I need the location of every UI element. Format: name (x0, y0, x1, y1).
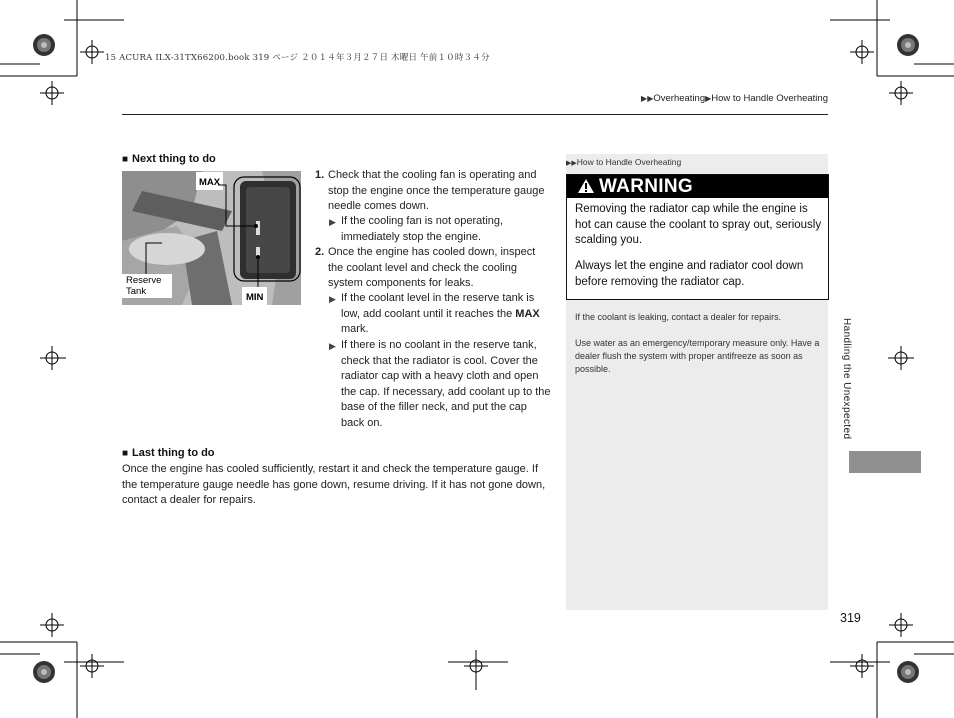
next-thing-heading: ■ Next thing to do (122, 153, 216, 165)
chapter-side-tab-label: Handling the Unexpected (841, 318, 852, 440)
warning-title: WARNING (599, 176, 693, 197)
breadcrumb-arrows: ▶▶ (641, 94, 654, 103)
label-max: MAX (199, 177, 221, 188)
step-2-sub-2: ▶ If there is no coolant in the reserve tank, check that the radiator is cool. Cover the radiator cap with a heavy cloth and open the cap. If necessary, add coolant up to the base of the filler neck, and put the cap back on. (329, 339, 551, 429)
warning-paragraph-1: Removing the radiator cap while the engine is hot can cause the coolant to spray out, seriously scalding you. (575, 203, 822, 247)
page-number: 319 (840, 611, 861, 625)
last-thing-text: Once the engine has cooled sufficiently, restart it and check the temperature gauge. If the temperature gauge needle has gone down, resume driving. If it has not gone down, contact a dealer for repairs. (122, 463, 546, 507)
bullet-arrow-icon: ▶ (329, 217, 336, 227)
warning-header (567, 175, 828, 198)
step-1: 1. Check that the cooling fan is operating and stop the engine once the temperature gauge needle comes down. (315, 169, 545, 213)
chapter-tab-block (849, 451, 921, 473)
bullet-arrow-icon: ▶ (329, 294, 336, 304)
max-mark: MAX (515, 307, 540, 320)
breadcrumb-separator: ▶ (705, 94, 712, 103)
label-reserve: Reserve (126, 275, 162, 286)
label-tank: Tank (126, 286, 147, 297)
callout-lines (122, 171, 301, 305)
sidebar-note-water: Use water as an emergency/temporary measure only. Have a dealer flush the system with proper antifreeze as soon as possible. (575, 338, 820, 374)
label-min: MIN (246, 292, 264, 303)
step-2: 2. Once the engine has cooled down, inspect the coolant level and check the cooling system components for leaks. (315, 246, 536, 290)
warning-triangle-icon (577, 178, 595, 194)
bullet-arrow-icon: ▶ (329, 341, 336, 351)
step-2-sub-1: ▶ If the coolant level in the reserve tank is low, add coolant until it reaches the MAX mark. (329, 292, 540, 336)
sidebar-note-leak: If the coolant is leaking, contact a dealer for repairs. (575, 312, 782, 322)
last-thing-heading: ■ Last thing to do (122, 447, 215, 459)
breadcrumb (641, 93, 828, 104)
sidebar-crumb: ▶▶How to Handle Overheating (566, 157, 682, 167)
header-rule (122, 114, 828, 115)
print-header: 15 ACURA ILX-31TX66200.book 319 ページ ２０１４年３月２７日 木曜日 午前１０時３４分 (105, 53, 490, 63)
breadcrumb-overheating: Overheating (653, 93, 706, 104)
breadcrumb-how-to-handle: How to Handle Overheating (711, 93, 828, 104)
step-1-sub-1: ▶ If the cooling fan is not operating, immediately stop the engine. (329, 215, 504, 243)
chapter-side-tab (830, 318, 860, 448)
engine-bay-figure (122, 171, 301, 305)
warning-paragraph-2: Always let the engine and radiator cool down before removing the radiator cap. (575, 260, 804, 288)
